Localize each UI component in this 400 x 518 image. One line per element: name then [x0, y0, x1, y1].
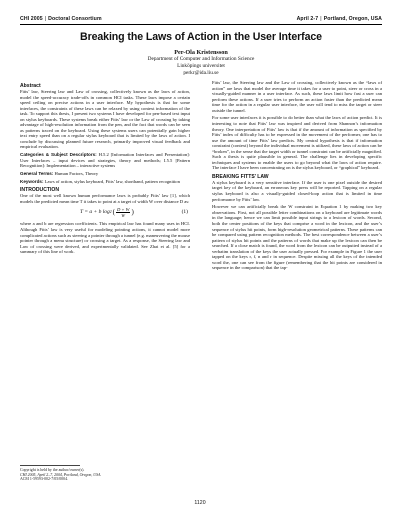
right-column: [212, 80, 382, 273]
right-p4: However we can artificially break the W constraint in Equation 1 by making two key observations. First, not all possible letter combinations on a keyboard are legitimate words in the language; hence we can limit possible input strings to a lexicon of words. Second, both the center positions of the keys that comprise a word in the lexicon, and the user’s sequence of stylus hit points, form high-resolution geometrical patterns. These patterns can be compared using pattern recognition methods. The best correspondence between a user’s pattern of stylus hit points and the patterns of words that make up the lexicon can then be searched. If a close match is found, the word from the lexicon can be outputted instead of a verbatim translation of the keys the user actually pressed. For example in Figure 1 the user tapped on the keys r, f, n and r in sequence. Despite missing all the keys of the intended word the, one can see from the figure (remembering that the hit points are considered in sequence in the comparison) that the tap-: [212, 204, 382, 271]
track-name: Doctoral Consortium: [48, 16, 102, 22]
general-terms-text: Human Factors, Theory: [54, 171, 99, 177]
author-block: [20, 49, 382, 76]
copyright-line-1: Copyright is held by the author/owner(s).: [20, 468, 85, 472]
equation-numerator: D + W: [116, 207, 130, 213]
equation-number: (1): [181, 209, 188, 216]
right-p3: A stylus keyboard is a very sensitive interface. If the user is one pixel outside the desired target key of the keyboard, an erroneous key press will be reported. Tapping on a regular stylus keyboard is also a visually-guided closed-loop action that is limited in time performance by Fitts’ law.: [212, 179, 382, 202]
breaking-fitts-heading: BREAKING FITTS’ LAW: [212, 173, 269, 180]
equation-lhs: T = a + b log: [80, 209, 110, 216]
right-p1: Fitts’ law, the Steering law and the Law of crossing, collectively known as the “laws of action” are laws that model the average time it takes for a user to point, steer or cross in a visually-guided manner in a user interface. As such, these laws limit how fast a user can perform these actions. If a user tries to perform an action faster than the predicted mean time for the action in a regular user interface, the user will tend to miss the target or steer outside the tunnel.: [212, 80, 382, 113]
right-p2: For some user interfaces it is possible to do better than what the laws of action predict. It is interesting to note that Fitts’ law was inspired and derived from Shannon’s information theory. One interpretation of Fitts’ law is that if the amount of information as specified by Fitts’ index of difficulty has to be expressed in the movement of the performer, one has to use the amount of time Fitts’ law predicts. My central hypothesis is that if information constraint (context) beyond the individual movement is utilized, these laws of action can be “broken”, in the sense that the target width or tunnel constraint can be artificially magnified. Such a thesis is quite plausible in general. The challenge lies in developing specific techniques and systems to enable the users to go beyond what the laws of action require. The interface I have been concentrating on is the stylus keyboard, or “graphical” keyboard.: [212, 115, 382, 171]
categories-paragraph: [20, 152, 190, 169]
keywords-text: Laws of action, stylus keyboard, Fitts’ law, shorthand, pattern recognition: [44, 178, 180, 184]
introduction-p1: One of the most well known human performance laws is probably Fitts’ law [1], which models the predicted mean time T it takes to point at a target of width W over distance D as:: [20, 193, 190, 204]
paper-title: Breaking the Laws of Action in the User Interface: [80, 31, 322, 43]
abstract-text: Fitts’ law, Steering law and Law of crossing, collectively known as the laws of action, model the speed-accuracy trade-offs in common HCI tasks. These laws impose a certain speed ceiling on precise actions in a user interface. My hypothesis is that for some interfaces, the constraints of these laws can be relaxed by using context information of the task. To support this thesis, I present two systems I have developed for pen-based text input on stylus keyboards. These systems break either Fitts’ law or the Law of crossing by taking advantage of high-resolution information from the pen, and the fact that words can be seen as patterns traced on the keyboard. Using these systems users can potentially gain higher text entry speed than on a regular stylus keyboard that is limited by the laws of action. I conclude by discussing planned future research, primarily improved visual feedback and empirical evaluation.: [20, 89, 190, 150]
header-divider: [20, 24, 382, 25]
categories-label: Categories & Subject Descriptors:: [20, 152, 97, 158]
conference-date: April 2-7: [296, 16, 319, 22]
equation-paren-open: (: [112, 208, 115, 217]
equation-denominator: W: [121, 213, 126, 219]
introduction-heading: INTRODUCTION: [20, 187, 60, 194]
equation-paren-close: ): [131, 208, 134, 217]
conference-place: Portland, Oregon, USA: [323, 16, 382, 22]
running-header: [20, 16, 382, 22]
abstract-heading: Abstract: [20, 83, 41, 89]
general-terms-paragraph: [20, 171, 190, 177]
equation-formula: [80, 207, 134, 218]
fitts-equation: [20, 207, 190, 218]
copyright-divider: [20, 465, 80, 466]
categories-text: H.5.2 [Information Interfaces and Presentation]: User Interfaces – input devices and strategies, theory and methods; I.5.5 [Pattern Recognition]: Implementation – interactive systems: [20, 152, 190, 169]
page-number: 1120: [194, 500, 206, 506]
keywords-label: Keywords:: [20, 178, 44, 184]
author-name: Per-Ola Kristensson: [174, 49, 228, 56]
equation-fraction: [116, 207, 134, 219]
copyright-line-3: ACM 1-59593-002-7/05/0004.: [20, 477, 68, 482]
introduction-p2: where a and b are regression coefficients. This empirical law has found many uses in HCI. Although Fitts’ law is very useful for modeling pointing actions, it cannot model more complicated actions such as steering a pointer through a tunnel (e.g. maneuvering the mouse pointer through a menu structure) or crossing a target. As a response, the Steering law and Law of crossing were derived, and experimentally validated. See Zhai et al. [5] for a summary of this line of work.: [20, 221, 190, 255]
author-dept: Department of Computer and Information Science: [147, 56, 255, 63]
equation-log-base: 2: [109, 210, 112, 215]
copyright-block: [20, 468, 170, 482]
left-column: [20, 80, 190, 257]
conference-name: CHI 2005: [20, 16, 43, 22]
header-right: April 2-7 | Portland, Oregon, USA: [296, 16, 382, 22]
author-email: perkr@ida.liu.se: [183, 69, 219, 76]
header-left: CHI 2005 | Doctoral Consortium: [20, 16, 102, 22]
general-terms-label: General Terms:: [20, 171, 54, 177]
author-univ: Linköpings universitet: [177, 63, 225, 69]
copyright-line-2: CHI 2005, April 2–7, 2004, Portland, Oregon, USA.: [20, 472, 102, 477]
keywords-paragraph: [20, 179, 190, 185]
